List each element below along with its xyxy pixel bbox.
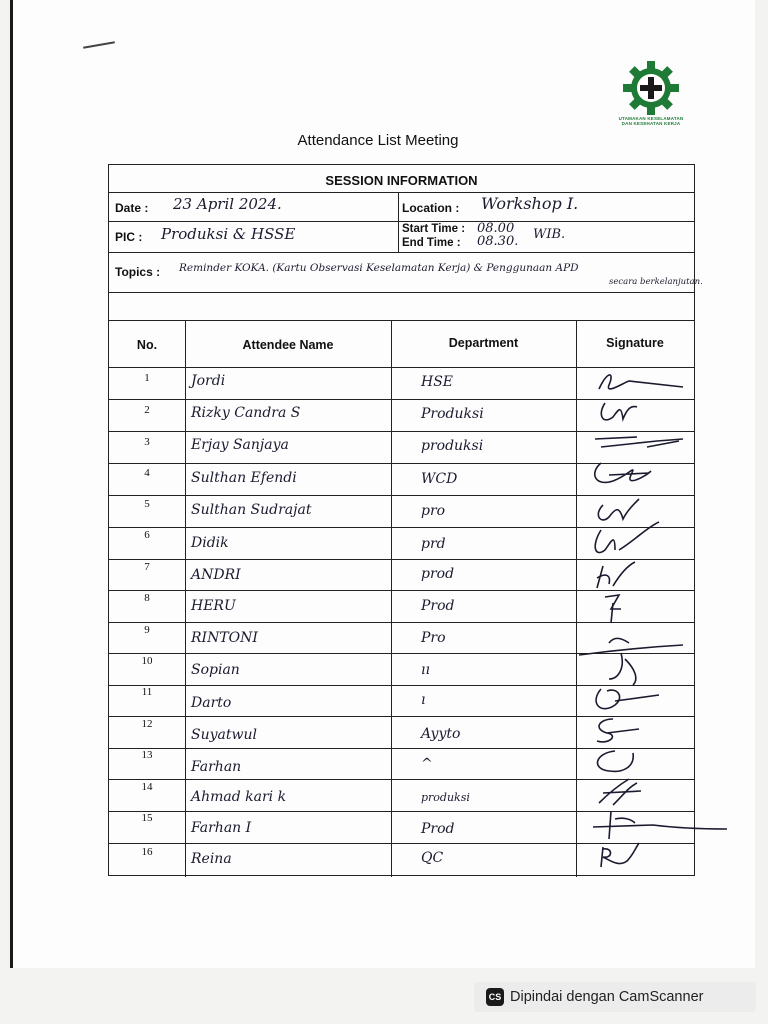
row-14-attendee-name: Ahmad kari k [191, 789, 287, 805]
row-9-attendee-name: RINTONI [191, 630, 258, 646]
pen-mark [83, 41, 115, 49]
row-8-number: 8 [144, 592, 150, 604]
row-6-number: 6 [144, 529, 150, 541]
row-2-signature [579, 395, 694, 431]
row-2-attendee-name: Rizky Candra S [191, 405, 301, 421]
row-16-number: 16 [141, 846, 153, 858]
row-8-signature [579, 589, 694, 629]
column-header-signature: Signature [606, 336, 664, 350]
row-5-attendee-name: Sulthan Sudrajat [191, 502, 312, 518]
row-13-number: 13 [141, 749, 153, 761]
row-4-attendee-name: Sulthan Efendi [191, 470, 297, 486]
row-16-attendee-name: Reina [191, 851, 232, 867]
date-value: 23 April 2024. [173, 195, 282, 213]
row-12-department: Ayyto [421, 726, 461, 742]
column-header-attendee-name: Attendee Name [242, 338, 334, 352]
row-1-number: 1 [144, 372, 150, 384]
session-information-header: SESSION INFORMATION [325, 173, 478, 188]
row-9-number: 9 [144, 624, 150, 636]
camscanner-text: Dipindai dengan CamScanner [510, 989, 704, 1005]
row-1-attendee-name: Jordi [191, 373, 226, 389]
logo-text-2: DAN KESEHATAN KERJA [621, 121, 681, 126]
k3-gear-icon [621, 60, 681, 116]
row-1-department: HSE [421, 374, 454, 390]
row-2-number: 2 [144, 404, 150, 416]
end-time-label: End Time : [402, 237, 461, 249]
location-label: Location : [402, 201, 460, 215]
pic-value: Produksi & HSSE [161, 225, 296, 243]
camscanner-watermark [474, 982, 756, 1012]
row-2-department: Produksi [421, 406, 484, 422]
row-9-department: Pro [421, 630, 446, 646]
row-15-department: Prod [421, 821, 455, 837]
pic-label: PIC : [115, 230, 143, 244]
topics-value-continued: secara berkelanjutan. [609, 277, 703, 287]
row-14-department: produksi [421, 791, 470, 804]
row-15-number: 15 [141, 812, 153, 824]
row-12-attendee-name: Suyatwul [191, 727, 257, 743]
row-6-department: prd [421, 536, 446, 552]
date-label: Date : [115, 201, 149, 215]
row-11-attendee-name: Darto [191, 695, 232, 711]
camscanner-icon: CS [486, 988, 504, 1006]
row-3-department: produksi [421, 438, 484, 454]
attendance-sheet [108, 164, 703, 876]
row-3-attendee-name: Erjay Sanjaya [191, 437, 289, 453]
start-time-label: Start Time : [402, 223, 466, 235]
k3-logo [613, 60, 689, 126]
row-5-number: 5 [144, 498, 150, 510]
row-16-signature [579, 837, 694, 877]
column-header-department: Department [448, 336, 519, 350]
document-title: Attendance List Meeting [297, 132, 459, 149]
row-8-department: Prod [421, 598, 455, 614]
row-16-department: QC [421, 850, 444, 866]
location-value: Workshop I. [481, 194, 579, 213]
row-5-department: pro [421, 503, 446, 519]
time-zone: WIB. [533, 227, 566, 242]
row-13-attendee-name: Farhan [191, 759, 242, 775]
document-page [10, 0, 755, 968]
row-12-number: 12 [141, 718, 153, 730]
row-15-attendee-name: Farhan I [191, 820, 252, 836]
topics-label: Topics : [115, 265, 161, 279]
row-7-number: 7 [144, 561, 150, 573]
topics-value: Reminder KOKA. (Kartu Observasi Keselamatan Kerja) & Penggunaan APD [179, 262, 579, 274]
logo-text-1: UTAMAKAN KESELAMATAN [618, 116, 684, 121]
row-11-department: ı [421, 692, 426, 708]
row-13-department: ^ [421, 756, 433, 772]
row-7-department: prod [421, 566, 455, 582]
row-7-attendee-name: ANDRI [191, 567, 241, 583]
row-6-attendee-name: Didik [191, 535, 229, 551]
row-4-signature [579, 455, 694, 495]
start-time-value: 08.00 [477, 221, 515, 236]
row-4-department: WCD [421, 471, 458, 487]
row-10-number: 10 [141, 655, 153, 667]
row-4-number: 4 [144, 467, 150, 479]
row-14-number: 14 [141, 781, 153, 793]
row-3-number: 3 [144, 436, 150, 448]
row-11-number: 11 [141, 686, 153, 698]
end-time-value: 08.30. [477, 234, 519, 249]
row-10-department: ıı [421, 662, 430, 678]
row-10-attendee-name: Sopian [191, 662, 240, 678]
column-header-no: No. [136, 338, 158, 352]
row-8-attendee-name: HERU [191, 598, 236, 614]
